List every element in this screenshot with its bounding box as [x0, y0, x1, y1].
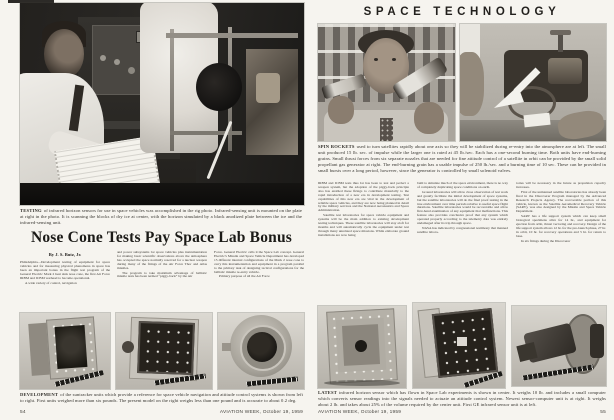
- latest-sensor-caption: [318, 390, 606, 408]
- scale-ruler: [246, 376, 298, 386]
- horizon-plate-disc: [196, 63, 242, 111]
- caption-text: of the suntracker units which provide a reference for space vehicle navigation and attitude control systems is shown from left to right. First units weighed more than six pounds. The present model on the right weighs less than one pound and is accurate to about 0.2 deg.: [20, 392, 303, 404]
- body-paragraph: Ground laboratories will allow close observation of test work and greatly facilitate the initial development of space systems, but the satellite laboratories will do the final proof testing in the true environment over time periods relative to useful space flight durations. Satellite laboratories would be recoverable and allow first-hand examination of any equipment that malfunctions. This feature also provides conclusive proof that any system which operated properly according to the telemetry data was entirely undamaged after its trip through space.: [417, 189, 508, 226]
- page-number: 54: [20, 410, 26, 415]
- base-shadow: [324, 380, 400, 386]
- caption-lead: LATEST: [318, 390, 337, 395]
- body-paragraph: Satellite test laboratories for space vehicle equipment and systems will be the main addition to existing development testing techniques. These satellite laboratories will stay aloft for months and will automatically cycle the equipment under test through many unrelated space missions. While elaborate ground installations are now being: [318, 213, 409, 237]
- generator-cylinder: [548, 58, 582, 84]
- unit-inner-panel: [55, 325, 88, 369]
- suntracker-early-photo: [20, 313, 110, 389]
- body-paragraph: and power subsystems for space vehicles plus instrumentation for making basic scientific observations above the atmosphere has occupied the space normally reserved for a nuclear weapon during many of the firings of the Air Force Thor and Atlas missiles.: [117, 251, 207, 270]
- horizon-sensor-photo: [413, 303, 505, 388]
- testing-caption: [20, 208, 302, 226]
- panel-knob: [128, 67, 135, 74]
- caption-text: of infrared horizon sensors for use in space vehicles was accomplished in the rig photo. Infrared-sensing unit is mounted on the plate at right in the photo. It is scanning the blocks of dry ice at center, with the horizon simulated by a black anodized plate between the ice and the infrared-sensing unit.: [20, 208, 302, 226]
- gas-generator-photo: [460, 24, 606, 141]
- text-column: [318, 182, 409, 302]
- section-header: SPACE TECHNOLOGY: [363, 6, 561, 18]
- left-page-footer: [20, 410, 303, 415]
- technician-head: [44, 29, 84, 79]
- body-paragraph: tories will be necessary in the future as propulsion capacity increases.: [516, 182, 606, 189]
- body-paragraph: IRBM and ICBM tests thus far has been to test and perfect a weapon system, but the adoption of the piggy-back principle also has enabled these firings to contribute materially to the rapid introduction of a new era in development testing. Test capabilities of this new era are vital in the development of reliable space vehicles, and they are now being planned in detail by the military services and the National Aeronautics and Space Administration.: [318, 182, 409, 213]
- spin-rockets-photo: [318, 24, 455, 141]
- engineer-eye: [374, 58, 378, 61]
- column-paragraphs: [20, 261, 110, 285]
- development-caption: [20, 392, 303, 404]
- byline: By J. S. Butz, Jr.: [48, 252, 82, 257]
- hand-right-fist: [414, 102, 444, 134]
- necktie: [380, 118, 393, 141]
- side-knob: [122, 341, 134, 353]
- body-paragraph: Force. General Electric calls it the Space Lab concept. General Electric's Missile and Space Vehicle Department has developed 15 different internal configurations of the Mark 2 nose cone to carry this instrumentation and equipment in a program parallel to the primary task of designing tactical configurations for the ballistic missile re-entry vehicle.: [214, 251, 304, 274]
- engineer-eye: [392, 58, 396, 61]
- suntracker-mid-photo: [116, 313, 212, 389]
- text-column: [417, 182, 508, 302]
- journal-dateline: AVIATION WEEK, October 19, 1959: [219, 410, 303, 415]
- rig-top-bar: [166, 33, 298, 38]
- testing-rig-photo: [20, 3, 304, 205]
- body-paragraph: A wide variety of control, navigation: [25, 280, 77, 285]
- body-paragraph: built to simulate much of the space environment, there is no way of completely duplicating space conditions on earth.: [417, 182, 508, 189]
- hand-left-fist: [328, 96, 354, 124]
- unit-dark-plate: [137, 321, 195, 375]
- mount-tab: [222, 343, 231, 351]
- text-column: [20, 251, 110, 311]
- spin-rockets-caption: [318, 144, 606, 174]
- caption-text: infrared horizon sensor which has flown in Space Lab experiments is shown in center. It weighs 10 lb. and includes a small computer which converts sensor readings into the signals needed to actuate an attitude control system. Newest sensor-computer unit is at right. It weighs about 2 lb. and takes about 25% of the volume required by the center unit. First GE infrared sensor unit is at left.: [318, 390, 606, 408]
- panel-knob: [100, 55, 106, 61]
- right-body-columns: [318, 182, 606, 302]
- body-paragraph: The program to take maximum advantage of ballistic missile tests has been termed “piggy-back” by the Air: [117, 270, 207, 279]
- caption-lead: SPIN ROCKETS: [318, 144, 355, 149]
- rear-cap: [590, 324, 604, 358]
- panel-knob: [114, 59, 120, 65]
- body-paragraph: NASA has indicated by congressional testimony that manned satellite labora-: [417, 225, 508, 234]
- left-body-columns: [20, 251, 304, 311]
- body-paragraph: First of the unmanned satellite laboratories has already been fired in the Discoverer Program managed by the Advanced Research Projects Agency. The recoverable portion of this vehicle, known as the Satellite Aeromedical Recovery Vehicle (SARV), was also designed by the Missile and Space Vehicle Department.: [516, 189, 606, 214]
- assembly-highlight: [256, 73, 280, 103]
- solenoid-valve-stem: [558, 33, 563, 52]
- rig-lower-bar: [170, 131, 242, 135]
- journal-dateline: AVIATION WEEK, October 19, 1959: [318, 410, 402, 415]
- article-headline: Nose Cone Tests Pay Space Lab Bonus: [30, 229, 293, 246]
- suntracker-latest-photo: [218, 313, 304, 389]
- text-column: [516, 182, 606, 302]
- body-paragraph: In six firings during the Discoverer: [521, 238, 571, 243]
- text-column: [214, 251, 304, 311]
- center-fitting: [457, 337, 467, 346]
- right-page-footer: [318, 410, 606, 415]
- body-paragraph: Primary purpose of all the Air Force: [219, 274, 270, 279]
- caption-text: used to turn satellites rapidly about one axis so they will be stabilized during re-entry into the atmosphere are at left. The small unit produced 15 lb. sec. of impulse while the larger one is rated at 45 lb./sec. Each has a one-second burning time. Both units have end-burning grains. Small thrust forces from six separate nozzles that are needed for fine attitude control of a satellite in orbit can be provided by the small solid propellant gas generator at right. The end-burning grain has a usable impulse of 250 lb./sec. and a burning time of 10 sec. These can be provided in small bursts over a long period, however, since the generator is controlled by small solenoid valves.: [318, 144, 606, 174]
- canister-lens: [247, 332, 277, 362]
- sensor-computer-photo: [512, 306, 606, 386]
- sensor-aperture: [355, 340, 367, 352]
- body-paragraph: Philadelphia—Development testing of equipment for space vehicles and for measuring physical phenomena in space has been an important bonus in the flight test program of the General Electric Mark 2 heat sink nose cone, the first Air Force IRBM and ICBM warhead to become operational.: [20, 260, 110, 280]
- solenoid-valve-handle: [550, 30, 571, 35]
- caption-lead: DEVELOPMENT: [20, 392, 59, 397]
- first-ge-sensor-photo: [318, 306, 406, 388]
- page-number: 55: [600, 410, 606, 415]
- hand-left: [460, 52, 484, 116]
- pointer-arrow: [486, 64, 544, 116]
- text-column: [117, 251, 207, 311]
- floor-shadow: [20, 183, 304, 205]
- caption-lead: TESTING: [20, 208, 42, 213]
- body-paragraph: SARV has a life support system which can keep small biological specimens alive for 14 hr., and equipment for ejection from orbit, thrust vectoring and recovery. Design of the life support system allows 12 hr. for the pre-launch phase, 27 hr. in orbit, 10 hr. for recovery operations and 5 hr. for return to base.: [516, 214, 606, 238]
- right-page: [307, 0, 614, 420]
